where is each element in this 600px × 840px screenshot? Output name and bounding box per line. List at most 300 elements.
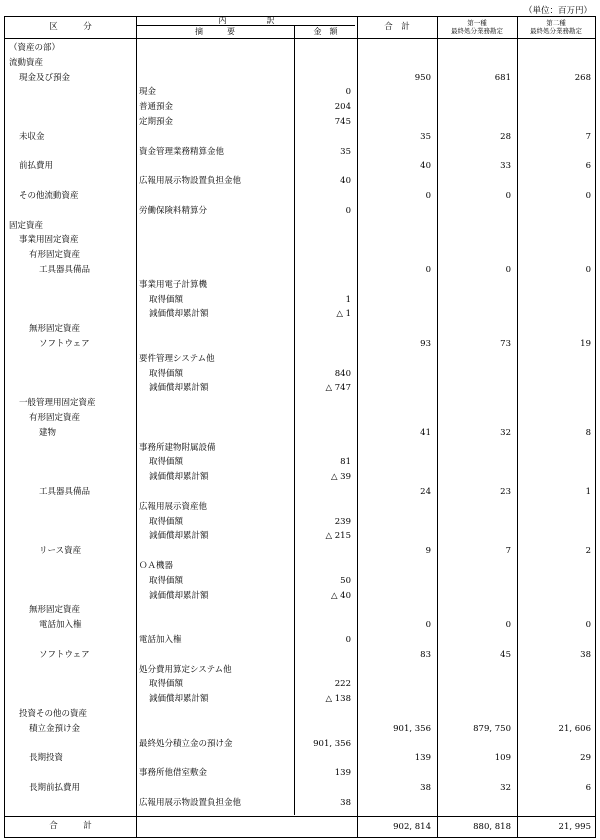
row-tekiyo: 広報用展示資産他 (139, 501, 208, 512)
row-kubun: 一般管理用固定資産 (19, 398, 96, 409)
row-kubun: （資産の部） (9, 43, 61, 53)
balance-sheet-table (4, 16, 596, 838)
row-kubun (9, 767, 135, 779)
row-kubun (9, 279, 135, 291)
row-dai1 (437, 308, 511, 320)
row-gokei (357, 442, 431, 454)
row-kingaku (294, 604, 351, 616)
row-dai1: 73 (500, 339, 511, 349)
row-gokei (357, 323, 431, 335)
row-tekiyo (139, 619, 291, 631)
row-dai2: 8 (585, 427, 591, 438)
row-kingaku: △ 40 (330, 590, 351, 601)
row-kubun: 積立金預け金 (29, 723, 81, 734)
row-kingaku (294, 323, 351, 335)
row-kingaku: 50 (340, 575, 351, 586)
row-dai2 (517, 308, 591, 320)
row-dai2 (517, 530, 591, 542)
column-divider (136, 17, 137, 837)
row-gokei (357, 234, 431, 246)
row-tekiyo (139, 338, 291, 350)
row-kingaku (294, 708, 351, 720)
row-dai2 (517, 382, 591, 394)
row-gokei: 139 (414, 753, 431, 764)
total-dai1: 880, 818 (473, 822, 511, 832)
row-dai1 (437, 323, 511, 335)
row-kubun (9, 175, 135, 187)
row-tekiyo: 事務所建物附属設備 (139, 442, 216, 453)
row-kingaku (294, 545, 351, 557)
row-tekiyo: 事務所他借室敷金 (139, 768, 208, 779)
row-gokei: 93 (420, 339, 431, 349)
row-dai2 (517, 205, 591, 217)
row-gokei (357, 308, 431, 320)
row-tekiyo: 減価償却累計額 (149, 694, 209, 705)
row-dai1 (437, 797, 511, 809)
row-gokei (357, 797, 431, 809)
row-kingaku: △ 1 (336, 309, 351, 320)
row-kingaku (294, 723, 351, 735)
row-kingaku (294, 501, 351, 513)
row-tekiyo (139, 264, 291, 276)
row-kubun: 長期前払費用 (29, 783, 81, 793)
row-gokei: 0 (425, 620, 431, 631)
row-tekiyo: 処分費用算定システム他 (139, 664, 232, 675)
row-kubun (9, 634, 135, 646)
row-kubun (9, 101, 135, 113)
row-dai1: 109 (494, 753, 511, 764)
row-gokei (357, 353, 431, 365)
row-gokei: 0 (425, 191, 431, 201)
row-gokei (357, 412, 431, 424)
row-tekiyo: 減価償却累計額 (149, 383, 209, 394)
row-kingaku: 81 (340, 457, 351, 468)
row-dai1 (437, 604, 511, 616)
row-tekiyo: 減価償却累計額 (149, 531, 209, 542)
row-dai2: 6 (585, 161, 591, 172)
row-kubun (9, 501, 135, 513)
row-kubun (9, 456, 135, 468)
row-kingaku: 139 (334, 768, 351, 779)
row-dai2: 38 (580, 649, 591, 660)
row-tekiyo: 現金 (139, 87, 157, 98)
row-dai1 (437, 249, 511, 261)
row-dai1: 45 (500, 649, 511, 660)
row-gokei (357, 116, 431, 128)
row-dai2 (517, 234, 591, 246)
row-gokei (357, 42, 431, 54)
row-gokei: 83 (420, 649, 431, 660)
row-kubun (9, 530, 135, 542)
total-label: 合 計 (49, 820, 92, 831)
row-dai1 (437, 368, 511, 380)
row-dai2 (517, 116, 591, 128)
row-dai1 (437, 205, 511, 217)
row-kubun: リース資産 (39, 546, 82, 557)
row-kubun: 工具器具備品 (39, 265, 91, 275)
row-kubun: 有形固定資産 (29, 250, 81, 261)
row-tekiyo (139, 57, 291, 69)
row-kingaku (294, 42, 351, 54)
row-gokei (357, 575, 431, 587)
row-kingaku (294, 664, 351, 676)
row-dai2 (517, 634, 591, 646)
row-kingaku: 901, 356 (313, 738, 351, 749)
row-kingaku (294, 279, 351, 291)
row-dai2 (517, 456, 591, 468)
row-dai1: 7 (505, 546, 511, 557)
row-gokei: 40 (420, 161, 431, 172)
row-kubun (9, 308, 135, 320)
row-gokei (357, 560, 431, 572)
row-kubun (9, 86, 135, 98)
row-kubun (9, 442, 135, 454)
row-kingaku: 745 (334, 117, 351, 127)
row-dai1: 28 (500, 131, 511, 142)
header-kubun: 区 分 (49, 21, 92, 32)
row-dai1 (437, 57, 511, 69)
row-kubun: 現金及び預金 (19, 72, 71, 83)
row-dai2: 21, 606 (558, 723, 591, 734)
row-gokei: 24 (420, 487, 431, 497)
row-kubun (9, 738, 135, 750)
row-dai1 (437, 382, 511, 394)
row-gokei: 0 (425, 265, 431, 275)
row-kubun: 工具器具備品 (39, 487, 91, 497)
row-tekiyo (139, 220, 291, 232)
header-gokei: 合 計 (384, 21, 410, 32)
row-dai2 (517, 797, 591, 809)
row-gokei (357, 86, 431, 98)
row-dai2 (517, 412, 591, 424)
row-kingaku (294, 249, 351, 261)
row-kingaku: △ 39 (330, 472, 351, 483)
row-gokei (357, 604, 431, 616)
row-gokei (357, 471, 431, 483)
row-kingaku: 38 (340, 797, 351, 808)
row-kubun (9, 797, 135, 809)
row-dai1: 23 (500, 487, 511, 497)
row-kingaku: 1 (345, 294, 351, 305)
row-kubun (9, 590, 135, 602)
row-dai2 (517, 368, 591, 380)
row-kingaku (294, 57, 351, 69)
row-tekiyo: 事業用電子計算機 (139, 279, 208, 290)
row-dai1 (437, 708, 511, 720)
row-tekiyo (139, 752, 291, 764)
row-tekiyo (139, 723, 291, 735)
row-gokei (357, 678, 431, 690)
row-tekiyo (139, 708, 291, 720)
row-dai2: 7 (585, 131, 591, 142)
row-dai2 (517, 501, 591, 513)
header-bottom-line (5, 38, 595, 39)
row-dai2: 6 (585, 783, 591, 793)
row-tekiyo (139, 234, 291, 246)
row-dai1: 0 (505, 191, 511, 201)
row-kubun: 長期投資 (29, 753, 64, 764)
row-tekiyo: 取得価額 (149, 575, 184, 586)
row-dai2 (517, 604, 591, 616)
row-dai2 (517, 86, 591, 98)
row-kubun: 有形固定資産 (29, 413, 81, 423)
row-gokei: 950 (414, 72, 431, 83)
row-kingaku: 0 (345, 635, 351, 645)
row-gokei (357, 368, 431, 380)
row-kubun: 無形固定資産 (29, 605, 81, 616)
row-dai2: 0 (585, 620, 591, 631)
row-kingaku: 204 (334, 102, 351, 113)
row-kingaku: △ 138 (325, 694, 351, 705)
row-kingaku (294, 782, 351, 794)
row-dai1: 879, 750 (473, 723, 511, 734)
row-kubun (9, 353, 135, 365)
row-kubun (9, 575, 135, 587)
row-gokei (357, 590, 431, 602)
row-dai2: 29 (580, 753, 591, 764)
row-dai2: 0 (585, 265, 591, 275)
row-dai1 (437, 501, 511, 513)
row-dai2 (517, 101, 591, 113)
row-tekiyo (139, 131, 291, 143)
row-kingaku (294, 560, 351, 572)
row-kubun (9, 664, 135, 676)
total-dai2: 21, 995 (558, 822, 591, 832)
row-dai2 (517, 353, 591, 365)
row-gokei (357, 456, 431, 468)
row-kingaku: △ 215 (325, 531, 351, 542)
row-dai2 (517, 767, 591, 779)
row-gokei: 9 (425, 546, 431, 557)
row-dai1 (437, 456, 511, 468)
row-kubun (9, 693, 135, 705)
row-tekiyo: 普通預金 (139, 102, 174, 113)
row-tekiyo (139, 782, 291, 794)
row-kubun: ソフトウェア (39, 339, 90, 349)
row-tekiyo: 資金管理業務精算金他 (139, 146, 225, 157)
row-dai1: 33 (500, 161, 511, 172)
row-kingaku (294, 264, 351, 276)
row-tekiyo (139, 323, 291, 335)
row-tekiyo (139, 486, 291, 498)
row-dai1: 32 (500, 427, 511, 438)
row-gokei (357, 634, 431, 646)
row-gokei (357, 205, 431, 217)
row-tekiyo: 取得価額 (149, 294, 184, 305)
row-tekiyo: 電話加入権 (139, 635, 182, 645)
row-kingaku (294, 234, 351, 246)
row-tekiyo (139, 649, 291, 661)
row-tekiyo (139, 42, 291, 54)
row-dai2: 2 (585, 546, 591, 557)
row-dai2 (517, 175, 591, 187)
row-kubun (9, 471, 135, 483)
row-kubun (9, 678, 135, 690)
row-kingaku (294, 160, 351, 172)
row-tekiyo (139, 160, 291, 172)
row-gokei (357, 175, 431, 187)
row-tekiyo: 取得価額 (149, 457, 184, 468)
row-gokei (357, 294, 431, 306)
row-dai2 (517, 560, 591, 572)
row-dai1 (437, 294, 511, 306)
row-gokei: 38 (420, 783, 431, 793)
row-dai2 (517, 708, 591, 720)
row-dai1: 0 (505, 620, 511, 631)
row-dai2 (517, 590, 591, 602)
row-kingaku (294, 412, 351, 424)
row-dai2 (517, 57, 591, 69)
row-kingaku (294, 427, 351, 439)
row-dai2 (517, 693, 591, 705)
row-tekiyo (139, 249, 291, 261)
row-gokei (357, 738, 431, 750)
row-kubun (9, 516, 135, 528)
row-dai1 (437, 442, 511, 454)
row-kubun (9, 382, 135, 394)
row-gokei (357, 220, 431, 232)
row-gokei (357, 57, 431, 69)
row-gokei (357, 501, 431, 513)
row-gokei (357, 382, 431, 394)
row-kubun: その他流動資産 (19, 191, 79, 201)
row-gokei (357, 249, 431, 261)
row-dai2 (517, 442, 591, 454)
row-dai2 (517, 664, 591, 676)
row-dai2: 268 (574, 72, 591, 83)
row-kingaku: 222 (334, 679, 351, 690)
row-dai1 (437, 175, 511, 187)
row-dai1 (437, 101, 511, 113)
row-tekiyo: 減価償却累計額 (149, 309, 209, 320)
row-dai2 (517, 323, 591, 335)
row-kubun (9, 560, 135, 572)
row-kubun: 固定資産 (9, 220, 44, 231)
row-dai1 (437, 516, 511, 528)
row-gokei (357, 664, 431, 676)
row-dai1 (437, 116, 511, 128)
row-dai1 (437, 353, 511, 365)
row-gokei (357, 530, 431, 542)
row-kubun: 建物 (39, 427, 57, 438)
row-kubun (9, 205, 135, 217)
row-dai1 (437, 397, 511, 409)
row-dai1 (437, 678, 511, 690)
unit-note: （単位：百万円） (523, 6, 592, 16)
row-tekiyo: 労働保険料精算分 (139, 205, 208, 216)
row-kingaku (294, 752, 351, 764)
row-kingaku (294, 72, 351, 84)
row-kingaku (294, 442, 351, 454)
row-tekiyo (139, 427, 291, 439)
row-tekiyo (139, 412, 291, 424)
row-dai1 (437, 560, 511, 572)
row-tekiyo (139, 604, 291, 616)
row-kingaku: 0 (345, 87, 351, 98)
row-gokei: 901, 356 (393, 723, 431, 734)
row-dai1 (437, 590, 511, 602)
row-dai1 (437, 86, 511, 98)
row-kingaku (294, 649, 351, 661)
row-dai2 (517, 42, 591, 54)
row-dai1 (437, 234, 511, 246)
row-dai2 (517, 738, 591, 750)
header-uchiwake: 内 訳 (218, 16, 275, 26)
row-dai1 (437, 767, 511, 779)
row-kingaku (294, 619, 351, 631)
row-dai2: 0 (585, 191, 591, 201)
row-dai1 (437, 412, 511, 424)
row-gokei (357, 279, 431, 291)
row-tekiyo: 取得価額 (149, 679, 184, 690)
row-kubun (9, 294, 135, 306)
row-dai2 (517, 397, 591, 409)
row-dai2 (517, 220, 591, 232)
row-gokei: 35 (420, 131, 431, 142)
row-tekiyo: 広報用展示物設置負担金他 (139, 176, 242, 187)
row-gokei (357, 101, 431, 113)
row-tekiyo (139, 190, 291, 202)
row-dai1: 0 (505, 265, 511, 275)
row-kubun: 未収金 (19, 131, 45, 142)
row-dai1 (437, 42, 511, 54)
row-kingaku (294, 220, 351, 232)
row-dai2: 19 (580, 339, 591, 349)
row-gokei (357, 767, 431, 779)
row-dai1 (437, 220, 511, 232)
row-kubun: 前払費用 (19, 161, 54, 172)
row-tekiyo: 取得価額 (149, 368, 184, 379)
row-tekiyo (139, 397, 291, 409)
row-dai1 (437, 575, 511, 587)
row-dai2 (517, 575, 591, 587)
row-kingaku: 40 (340, 176, 351, 187)
row-dai2 (517, 516, 591, 528)
row-gokei (357, 397, 431, 409)
row-kingaku (294, 353, 351, 365)
row-kubun: 無形固定資産 (29, 324, 81, 335)
row-kingaku (294, 190, 351, 202)
row-kubun: 投資その他の資産 (19, 709, 88, 719)
row-kubun: 流動資産 (9, 57, 44, 68)
row-dai1 (437, 634, 511, 646)
row-gokei (357, 516, 431, 528)
row-gokei: 41 (420, 427, 431, 438)
row-dai1 (437, 530, 511, 542)
row-kingaku: 35 (340, 146, 351, 157)
header-dai1: 第一種 最終処分業務勘定 (451, 19, 503, 35)
row-kingaku: 239 (334, 516, 351, 527)
row-tekiyo: 定期預金 (139, 117, 174, 127)
row-gokei (357, 146, 431, 158)
row-tekiyo: 取得価額 (149, 516, 184, 527)
row-tekiyo: 減価償却累計額 (149, 472, 209, 483)
row-kingaku (294, 338, 351, 350)
header-kingaku: 金 額 (313, 26, 338, 36)
row-dai1 (437, 664, 511, 676)
row-kingaku: 0 (345, 205, 351, 216)
row-dai1 (437, 471, 511, 483)
row-tekiyo: 減価償却累計額 (149, 590, 209, 601)
row-dai2 (517, 678, 591, 690)
row-dai1: 32 (500, 783, 511, 793)
row-dai2 (517, 294, 591, 306)
total-gokei: 902, 814 (393, 822, 431, 832)
row-dai1 (437, 146, 511, 158)
row-tekiyo: ＯＡ機器 (139, 561, 174, 571)
row-gokei (357, 708, 431, 720)
row-kubun: 電話加入権 (39, 620, 82, 631)
